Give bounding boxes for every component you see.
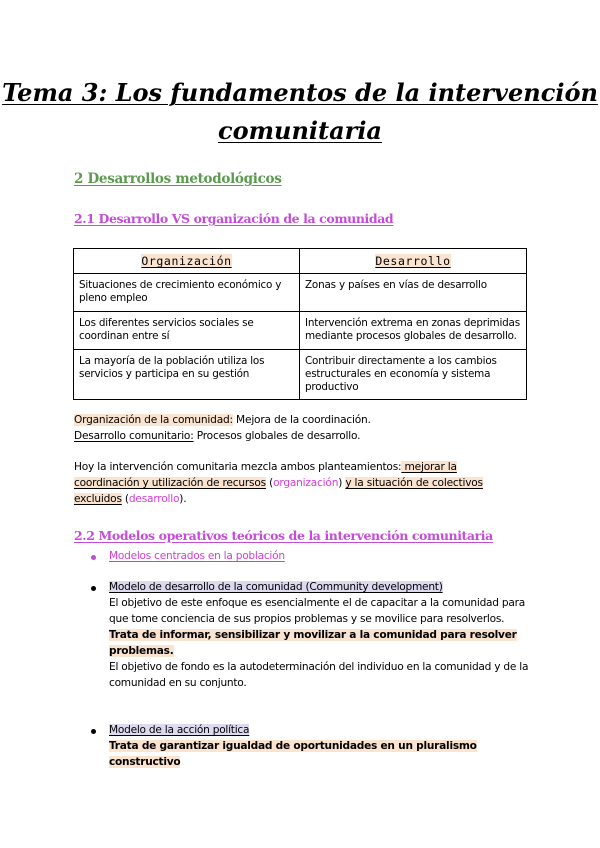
list-item-modelos-poblacion: Modelos centrados en la población <box>109 550 285 562</box>
page-title-line-1: Tema 3: Los fundamentos de la intervención <box>2 78 598 107</box>
list-item-modelo-accion-politica: Modelo de la acción política Trata de garantizar igualdad de oportunidades en un pluralismo constructivo <box>109 724 477 768</box>
table-row <box>74 274 527 312</box>
subsection-heading-2-1: 2.1 Desarrollo VS organización de la comunidad <box>74 211 394 226</box>
bullet-icon <box>91 729 96 734</box>
table-cell: La mayoría de la población utiliza los servicios y participa en su gestión <box>74 350 300 400</box>
definition-label: Organización de la comunidad: <box>74 414 233 426</box>
table-cell: Los diferentes servicios sociales se coordinan entre sí <box>74 312 300 350</box>
model-title: Modelo de desarrollo de la comunidad (Community development) <box>109 581 443 593</box>
table-header-organizacion: Organización <box>74 249 300 274</box>
table-cell: Situaciones de crecimiento económico y pleno empleo <box>74 274 300 312</box>
bullet-icon <box>91 586 96 591</box>
page-title-line-2: comunitaria <box>218 116 382 145</box>
definition-desarrollo: Desarrollo comunitario: Procesos globales de desarrollo. <box>74 430 361 442</box>
table-cell: Intervención extrema en zonas deprimidas mediante procesos globales de desarrollo. <box>300 312 527 350</box>
page-title <box>0 74 600 150</box>
subsection-heading-2-2: 2.2 Modelos operativos teóricos de la intervención comunitaria <box>74 528 493 543</box>
comparison-table <box>73 248 527 400</box>
definition-label: Desarrollo comunitario: <box>74 430 194 442</box>
table-row <box>74 350 527 400</box>
table-header-desarrollo: Desarrollo <box>300 249 527 274</box>
list-item-modelo-desarrollo: Modelo de desarrollo de la comunidad (Community development) El objetivo de este enfoque es esencialmente el de capacitar a la comunidad para que tome conciencia de sus propios problemas y se movilice para resolverlos. Trata de informar, sensibilizar y movilizar a la comunidad para resolver problemas. El objetivo de fondo es la autodeterminación del individuo en la comunidad y de la comunidad en su conjunto. <box>109 581 529 689</box>
table-cell: Zonas y países en vías de desarrollo <box>300 274 527 312</box>
definition-organizacion: Organización de la comunidad: Mejora de la coordinación. <box>74 414 371 426</box>
table-header-row <box>74 249 527 274</box>
model-title: Modelo de la acción política <box>109 724 250 736</box>
section-heading: 2 Desarrollos metodológicos <box>74 171 282 187</box>
table-cell: Contribuir directamente a los cambios estructurales en economía y sistema productivo <box>300 350 527 400</box>
table-row <box>74 312 527 350</box>
summary-paragraph: Hoy la intervención comunitaria mezcla ambos planteamientos: mejorar la coordinación y utilización de recursos (organización) y la situación de colectivos excluidos (desarrollo). <box>74 461 483 505</box>
bullet-icon <box>91 555 96 560</box>
